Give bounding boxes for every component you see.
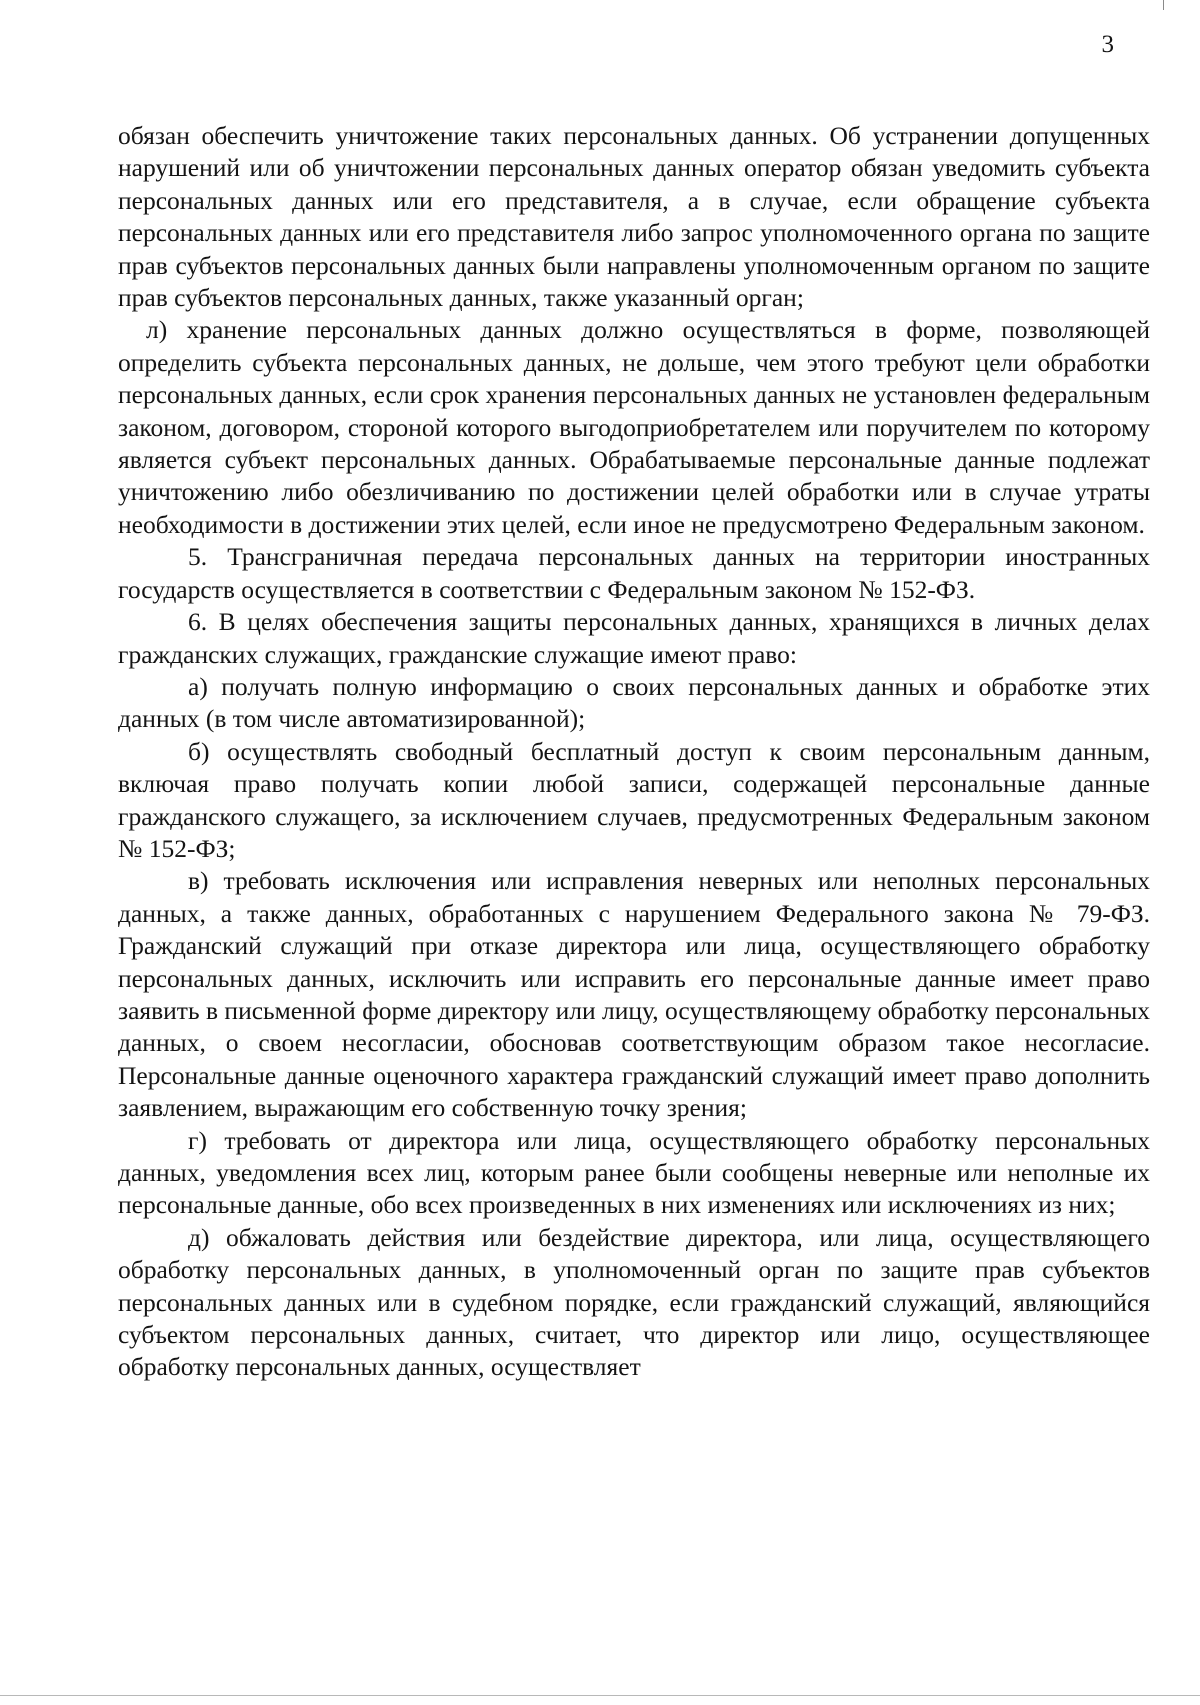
paragraph-item-b: б) осуществлять свободный бесплатный доступ к своим персональным данным, включая право получать копии любой записи, содержащей персональные данные гражданского служащего, за исключением случаев, предусмотренных Федеральным законом № 152-ФЗ; [118, 736, 1150, 863]
scan-bottom-edge [0, 1695, 1200, 1696]
paragraph-item-v: в) требовать исключения или исправления неверных или неполных персональных данных, а также данных, обработанных с нарушением Федерального закона № 79-ФЗ. Гражданский служащий при отказе директора или лица, осуществляющего обработку персональных данных, исключить или исправить его персональные данные имеет право заявить в письменной форме директору или лицу, осуществляющему обработку персональных данных, о своем несогласии, обосновав соответствующим образом такое несогласие. Персональные данные оценочного характера гражданский служащий имеет право дополнить заявлением, выражающим его собственную точку зрения; [118, 866, 1150, 1123]
paragraph-item-g: г) требовать от директора или лица, осуществляющего обработку персональных данных, уведомления всех лиц, которым ранее были сообщены неверные или неполные их персональные данные, обо всех произведенных в них изменениях или исключениях из них; [118, 1125, 1150, 1220]
paragraph-item-d: д) обжаловать действия или бездействие директора, или лица, осуществляющего обработку персональных данных, в уполномоченный орган по защите прав субъектов персональных данных или в судебном порядке, если гражданский служащий, являющийся субъектом персональных данных, считает, что директор или лицо, осуществляющее обработку персональных данных, осуществляет [118, 1222, 1150, 1382]
paragraph-section-5: 5. Трансграничная передача персональных данных на территории иностранных государств осуществляется в соответствии с Федеральным законом № 152-ФЗ. [118, 542, 1150, 604]
page-number: 3 [1101, 31, 1114, 58]
paragraph-continued: обязан обеспечить уничтожение таких персональных данных. Об устранении допущенных нарушений или об уничтожении персональных данных оператор обязан уведомить субъекта персональных данных или его представителя, а в случае, если обращение субъекта персональных данных или его представителя либо запрос уполномоченного органа по защите прав субъектов персональных данных были направлены уполномоченным органом по защите прав субъектов персональных данных, также указанный орган; [118, 121, 1150, 313]
paragraph-item-a: а) получать полную информацию о своих персональных данных и обработке этих данных (в том числе автоматизированной); [118, 671, 1150, 734]
scan-edge-mark [1163, 0, 1164, 10]
paragraph-item-l: л) хранение персональных данных должно осуществляться в форме, позволяющей определить субъекта персональных данных, не дольше, чем этого требуют цели обработки персональных данных, если срок хранения персональных данных не установлен федеральным законом, договором, стороной которого выгодоприобретателем или поручителем по которому является субъект персональных данных. Обрабатываемые персональные данные подлежат уничтожению либо обезличиванию по достижении целей обработки или в случае утраты необходимости в достижении этих целей, если иное не предусмотрено Федеральным законом. [118, 315, 1150, 539]
document-body [118, 120, 1150, 1384]
paragraph-section-6: 6. В целях обеспечения защиты персональных данных, хранящихся в личных делах гражданских служащих, гражданские служащие имеют право: [118, 607, 1150, 669]
